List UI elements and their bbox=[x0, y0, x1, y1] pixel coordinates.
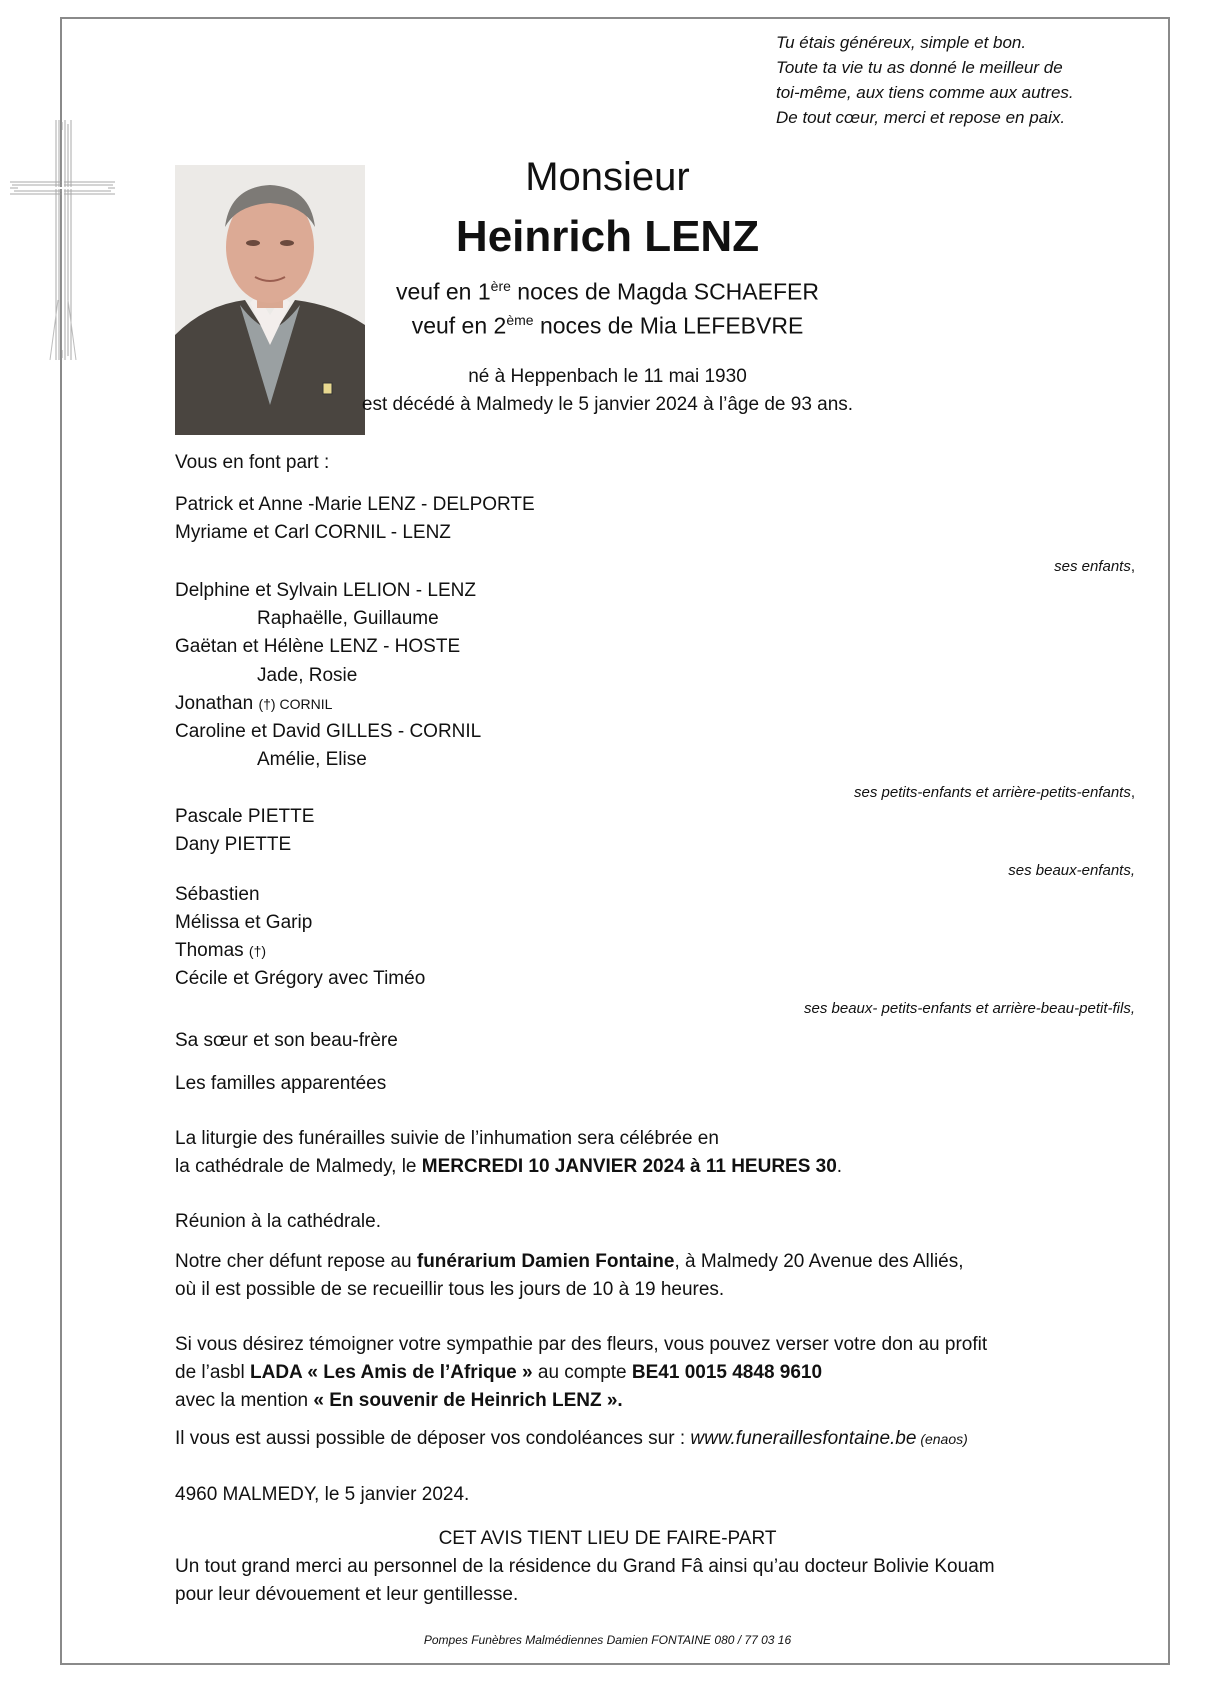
rest-intro: Notre cher défunt repose au bbox=[175, 1251, 417, 1272]
widower-line-2 bbox=[0, 312, 1215, 340]
children-label: ses enfants, bbox=[1054, 558, 1135, 575]
widower2-text: veuf en 2 bbox=[411, 312, 507, 339]
grandchild-entry bbox=[175, 693, 332, 715]
flowers-line-2 bbox=[175, 1362, 822, 1384]
quote-line: De tout cœur, merci et repose en paix. bbox=[776, 108, 1066, 127]
grandchild-name: Jonathan bbox=[175, 693, 259, 714]
stepgrandchild-entry: Cécile et Grégory avec Timéo bbox=[175, 968, 426, 989]
liturgy-line-2 bbox=[175, 1156, 842, 1178]
flowers-line-1: Si vous désirez témoigner votre sympathie par des fleurs, vous pouvez verser votre don au profit bbox=[175, 1334, 988, 1355]
widower2-sup: ème bbox=[506, 312, 534, 328]
rest-line-2: où il est possible de se recueillir tous les jours de 10 à 19 heures. bbox=[175, 1279, 725, 1300]
thanks-line-1: Un tout grand merci au personnel de la résidence du Grand Fâ ainsi qu’au docteur Bolivie Kouam bbox=[175, 1556, 995, 1577]
liturgy-end: . bbox=[836, 1156, 843, 1177]
bank-account: BE41 0015 4848 9610 bbox=[631, 1362, 823, 1383]
families-entry: Les familles apparentées bbox=[175, 1073, 387, 1094]
liturgy-place: la cathédrale de Malmedy, le bbox=[175, 1156, 422, 1177]
flowers-mention: « En souvenir de Heinrich LENZ ». bbox=[313, 1390, 623, 1411]
child-entry: Patrick et Anne -Marie LENZ - DELPORTE bbox=[175, 494, 535, 515]
stepgrandchild-entry: Sébastien bbox=[175, 884, 260, 905]
condolences-text: Il vous est aussi possible de déposer vos condoléances sur : bbox=[175, 1428, 691, 1449]
quote-line: toi-même, aux tiens comme aux autres. bbox=[776, 83, 1074, 102]
condolences-link[interactable]: www.funeraillesfontaine.be bbox=[690, 1428, 917, 1449]
flowers-mid: au compte bbox=[532, 1362, 632, 1383]
quote-line: Toute ta vie tu as donné le meilleur de bbox=[776, 58, 1063, 77]
liturgy-datetime: MERCREDI 10 JANVIER 2024 à 11 HEURES 30 bbox=[421, 1156, 837, 1177]
grandchild-suffix: (†) CORNIL bbox=[258, 696, 333, 712]
great-grandchild-entry: Jade, Rosie bbox=[257, 665, 358, 686]
great-grandchild-entry: Raphaëlle, Guillaume bbox=[257, 608, 439, 629]
place-date: 4960 MALMEDY, le 5 janvier 2024. bbox=[175, 1484, 470, 1505]
child-entry: Myriame et Carl CORNIL - LENZ bbox=[175, 522, 451, 543]
rest-line-1 bbox=[175, 1251, 964, 1273]
announce-text: Vous en font part : bbox=[175, 452, 330, 473]
flowers-line-3 bbox=[175, 1390, 623, 1412]
liturgy-line-1: La liturgie des funérailles suivie de l’inhumation sera célébrée en bbox=[175, 1128, 719, 1149]
notice-text: CET AVIS TIENT LIEU DE FAIRE-PART bbox=[438, 1528, 777, 1549]
stepchild-entry: Pascale PIETTE bbox=[175, 806, 315, 827]
stepchildren-label: ses beaux-enfants, bbox=[1008, 862, 1135, 879]
stepgrand-label: ses beaux- petits-enfants et arrière-beau-petit-fils, bbox=[804, 1000, 1135, 1017]
funeral-home-address: , à Malmedy 20 Avenue des Alliés, bbox=[674, 1251, 964, 1272]
funeral-home-name: funérarium Damien Fontaine bbox=[416, 1251, 675, 1272]
quote-line: Tu étais généreux, simple et bon. bbox=[776, 33, 1027, 52]
deceased-name: Heinrich LENZ bbox=[455, 212, 760, 261]
charity-name: LADA « Les Amis de l’Afrique » bbox=[250, 1362, 533, 1383]
memorial-quote bbox=[776, 30, 1074, 130]
grandchild-entry: Delphine et Sylvain LELION - LENZ bbox=[175, 580, 476, 601]
grandchildren-label-text: ses petits-enfants et arrière-petits-enfants bbox=[854, 784, 1131, 801]
birth-line: né à Heppenbach le 11 mai 1930 bbox=[468, 366, 747, 387]
sister-entry: Sa sœur et son beau-frère bbox=[175, 1030, 398, 1051]
widower1-sup: ère bbox=[490, 278, 511, 294]
stepgrandchild-entry bbox=[175, 940, 266, 962]
condolences-line bbox=[175, 1428, 968, 1450]
footer-text: Pompes Funèbres Malmédiennes Damien FONTAINE 080 / 77 03 16 bbox=[423, 1633, 792, 1647]
stepgrandchild-suffix: (†) bbox=[248, 943, 267, 959]
honorific: Monsieur bbox=[525, 155, 690, 199]
stepgrandchild-entry: Mélissa et Garip bbox=[175, 912, 313, 933]
grandchild-entry: Caroline et David GILLES - CORNIL bbox=[175, 721, 482, 742]
stepgrandchild-name: Thomas bbox=[175, 940, 249, 961]
widower2-spouse: noces de Mia LEFEBVRE bbox=[533, 312, 804, 339]
thanks-line-2: pour leur dévouement et leur gentillesse. bbox=[175, 1584, 519, 1605]
children-label-text: ses enfants bbox=[1054, 558, 1131, 575]
grandchildren-label: ses petits-enfants et arrière-petits-enfants, bbox=[854, 784, 1135, 801]
stepchild-entry: Dany PIETTE bbox=[175, 834, 292, 855]
reunion-text: Réunion à la cathédrale. bbox=[175, 1211, 381, 1232]
great-grandchild-entry: Amélie, Elise bbox=[257, 749, 367, 770]
widower1-text: veuf en 1 bbox=[396, 278, 491, 305]
condolences-suffix: (enaos) bbox=[916, 1431, 968, 1447]
flowers-mention-pre: avec la mention bbox=[175, 1390, 314, 1411]
death-line: est décédé à Malmedy le 5 janvier 2024 à l’âge de 93 ans. bbox=[361, 394, 854, 415]
grandchild-entry: Gaëtan et Hélène LENZ - HOSTE bbox=[175, 636, 461, 657]
widower-line-1 bbox=[0, 278, 1215, 306]
flowers-pre: de l’asbl bbox=[175, 1362, 250, 1383]
widower1-spouse: noces de Magda SCHAEFER bbox=[510, 278, 819, 305]
